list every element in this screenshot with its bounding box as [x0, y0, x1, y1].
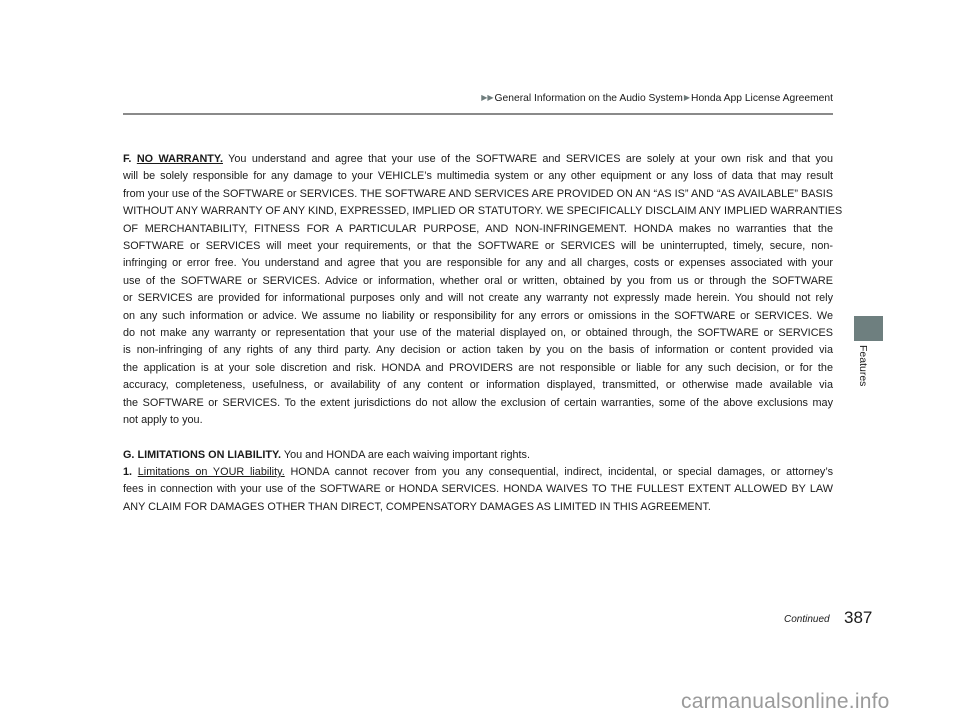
section-g-title: G. LIMITATIONS ON LIABILITY. — [123, 448, 282, 461]
text-line: on any such information or advice. We assume no liability or responsibility for any errors or omissions in the SOFTWARE or SERVICES. We — [123, 309, 833, 322]
text-line: will be solely responsible for any damage to your VEHICLE’s multimedia system or any other equipment or any loss of data that may result — [123, 170, 833, 183]
section-tab-marker — [854, 316, 883, 341]
text-line: infringing or error free. You understand and agree that you are responsible for any and all charges, costs or expenses associated with your — [123, 257, 833, 270]
arrow-right-icon: ▶ — [683, 93, 691, 102]
section-g — [123, 447, 833, 517]
text-line: OF MERCHANTABILITY, FITNESS FOR A PARTICULAR PURPOSE, AND NON-INFRINGEMENT. HONDA makes no warranties that the — [123, 222, 833, 235]
header-divider — [123, 113, 833, 115]
breadcrumb-item-license-agreement[interactable]: Honda App License Agreement — [691, 93, 833, 104]
section-f — [123, 151, 843, 430]
text-line: 1. Limitations on YOUR liability. HONDA cannot recover from you any consequential, indirect, incidental, or special damages, or attorney’s — [123, 465, 833, 478]
watermark: carmanualsonline.info — [681, 690, 890, 713]
text-line: the SOFTWARE or SERVICES. To the extent jurisdictions do not allow the exclusion of certain warranties, some of the above exclusions may — [123, 396, 833, 409]
text-line: not apply to you. — [123, 414, 203, 427]
section-f-title: NO WARRANTY. — [136, 153, 223, 165]
text-line: WITHOUT ANY WARRANTY OF ANY KIND, EXPRESSED, IMPLIED OR STATUTORY. WE SPECIFICALLY DISCLAIM ANY IMPLIED WARRANTIES — [123, 205, 843, 218]
item-title: Limitations on YOUR liability. — [137, 465, 285, 478]
continued-label: Continued — [784, 614, 830, 625]
text-line: accuracy, completeness, usefulness, or availability of any content or information displayed, transmitted, or otherwise made available via — [123, 379, 833, 392]
breadcrumb-item-audio-system[interactable]: General Information on the Audio System — [494, 93, 683, 104]
section-f-label: F. — [123, 153, 132, 165]
text-line: is non-infringing of any rights of any third party. Any decision or action taken by you on the basis of information or content provided via — [123, 344, 833, 357]
text-line: do not make any warranty or representation that your use of the material displayed on, or obtained through, the SOFTWARE or SERVICES — [123, 327, 833, 340]
text-line: or SERVICES are provided for informational purposes only and will not create any warranty not expressly made herein. You should not rely — [123, 292, 833, 305]
text-line: fees in connection with your use of the SOFTWARE or HONDA SERVICES. HONDA WAIVES TO THE FULLEST EXTENT ALLOWED BY LAW — [123, 483, 833, 496]
document-body — [123, 151, 843, 516]
text-line: use of the SOFTWARE or SERVICES. Advice or information, whether oral or written, obtained by you from us or through the SOFTWARE — [123, 274, 833, 287]
section-tab-label: Features — [857, 345, 869, 387]
text-line: F. NO WARRANTY. You understand and agree that your use of the SOFTWARE and SERVICES are solely at your own risk and that you — [123, 153, 833, 165]
page-number: 387 — [844, 608, 873, 627]
text-line: the application is at your sole discretion and risk. HONDA and PROVIDERS are not responsible or liable for any such decision, or for the — [123, 361, 833, 374]
text-line: from your use of the SOFTWARE or SERVICES. THE SOFTWARE AND SERVICES ARE PROVIDED ON AN “AS IS” AND “AS AVAILABLE” BASIS — [123, 187, 833, 200]
double-arrow-icon: ▶▶ — [481, 93, 494, 102]
text-line: SOFTWARE or SERVICES will meet your requirements, or that the SOFTWARE or SERVICES will be uninterrupted, timely, secure, non- — [123, 240, 833, 253]
breadcrumb — [460, 93, 833, 104]
text-line: G. LIMITATIONS ON LIABILITY. You and HONDA are each waiving important rights. — [123, 448, 530, 461]
item-number: 1. — [123, 465, 133, 478]
text-line: ANY CLAIM FOR DAMAGES OTHER THAN DIRECT, COMPENSATORY DAMAGES AS LIMITED IN THIS AGREEMENT. — [123, 500, 711, 513]
